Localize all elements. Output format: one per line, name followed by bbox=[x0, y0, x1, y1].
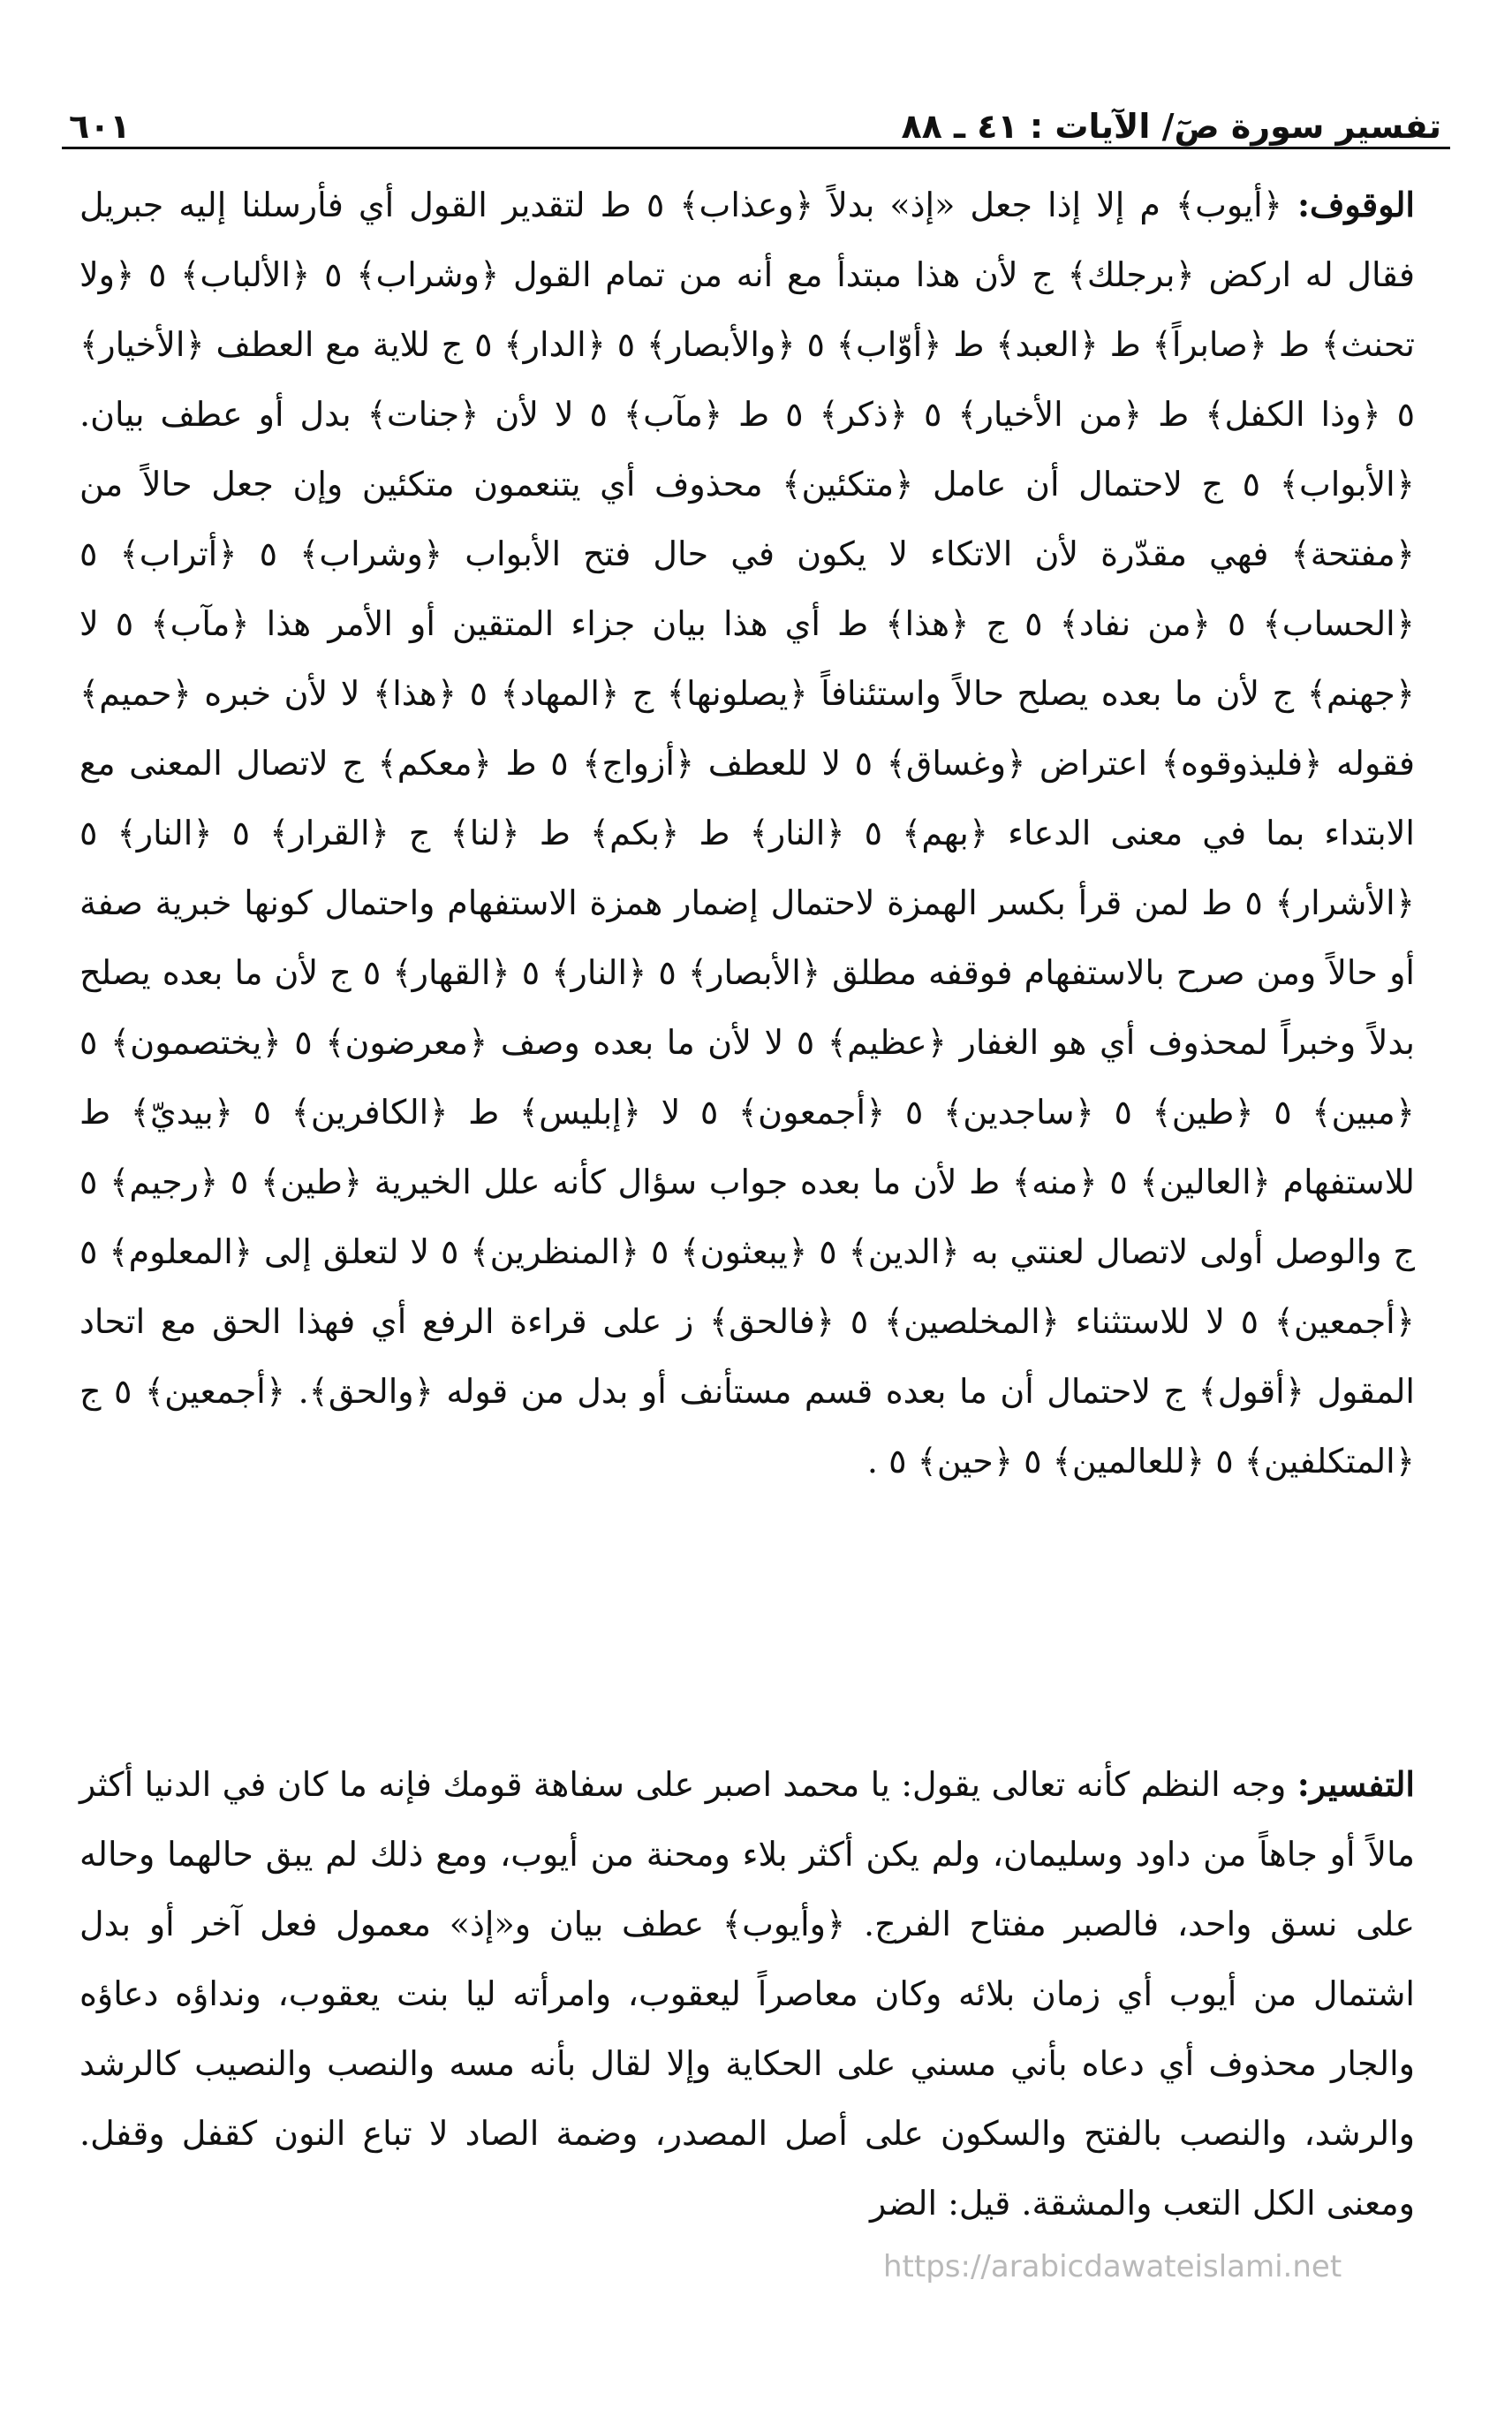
header-title: تفسير سورة صٓ/ الآيات : ٤١ ـ ٨٨ bbox=[901, 107, 1441, 146]
page-number: ٦٠١ bbox=[69, 107, 131, 146]
tafsir-label: التفسير: bbox=[1297, 1764, 1415, 1804]
watermark-url: https://arabicdawateislami.net bbox=[883, 2249, 1342, 2284]
running-header bbox=[62, 81, 1441, 146]
tafsir-text: وجه النظم كأنه تعالى يقول: يا محمد اصبر على سفاهة قومك فإنه ما كان في الدنيا أكثر مالاً أو جاهاً من داود وسليمان، ولم يكن أكثر بلاء ومحنة من أيوب، ومع ذلك لم يبق حالهما وحاله على نسق واحد، فالصبر مفتاح الفرج. ﴿وأيوب﴾ عطف بيان و«إذ» معمول فعل آخر أو بدل اشتمال من أيوب أي زمان بلائه وكان معاصراً ليعقوب، وامرأته ليا بنت يعقوب، ونداؤه دعاؤه والجار محذوف أي دعاه بأني مسني على الحكاية وإلا لقال بأنه مسه والنصب والنصيب كالرشد والرشد، والنصب بالفتح والسكون على أصل المصدر، وضمة الصاد لا تباع النون كقفل وقفل. ومعنى الكل التعب والمشقة. قيل: الضر bbox=[79, 1765, 1416, 2223]
waqf-label: الوقوف: bbox=[1297, 185, 1415, 224]
waqf-section bbox=[79, 170, 1415, 1496]
waqf-text: ﴿أيوب﴾ م إلا إذا جعل «إذ» بدلاً ﴿وعذاب﴾ ٥ ط لتقدير القول أي فأرسلنا إليه جبريل فقال له اركض ﴿برجلك﴾ ج لأن هذا مبتدأ مع أنه من تمام القول ﴿وشراب﴾ ٥ ﴿الألباب﴾ ٥ ﴿ولا تحنث﴾ ط ﴿صابراً﴾ ط ﴿العبد﴾ ط ﴿أوّاب﴾ ٥ ﴿والأبصار﴾ ٥ ﴿الدار﴾ ٥ ج للاية مع العطف ﴿الأخيار﴾ ٥ ﴿وذا الكفل﴾ ط ﴿من الأخيار﴾ ٥ ﴿ذكر﴾ ٥ ط ﴿مآب﴾ ٥ لا لأن ﴿جنات﴾ بدل أو عطف بيان. ﴿الأبواب﴾ ٥ ج لاحتمال أن عامل ﴿متكئين﴾ محذوف أي يتنعمون متكئين وإن جعل حالاً من ﴿مفتحة﴾ فهي مقدّرة لأن الاتكاء لا يكون في حال فتح الأبواب ﴿وشراب﴾ ٥ ﴿أتراب﴾ ٥ ﴿الحساب﴾ ٥ ﴿من نفاد﴾ ٥ ج ﴿هذا﴾ ط أي هذا بيان جزاء المتقين أو الأمر هذا ﴿مآب﴾ ٥ لا ﴿جهنم﴾ ج لأن ما بعده يصلح حالاً واستئنافاً ﴿يصلونها﴾ ج ﴿المهاد﴾ ٥ ﴿هذا﴾ لا لأن خبره ﴿حميم﴾ فقوله ﴿فليذوقوه﴾ اعتراض ﴿وغساق﴾ ٥ لا للعطف ﴿أزواج﴾ ٥ ط ﴿معكم﴾ ج لاتصال المعنى مع الابتداء بما في معنى الدعاء ﴿بهم﴾ ٥ ﴿النار﴾ ط ﴿بكم﴾ ط ﴿لنا﴾ ج ﴿القرار﴾ ٥ ﴿النار﴾ ٥ ﴿الأشرار﴾ ٥ ط لمن قرأ بكسر الهمزة لاحتمال إضمار همزة الاستفهام واحتمال كونها خبرية صفة أو حالاً ومن صرح بالاستفهام فوقفه مطلق ﴿الأبصار﴾ ٥ ﴿النار﴾ ٥ ﴿القهار﴾ ٥ ج لأن ما بعده يصلح بدلاً وخبراً لمحذوف أي هو الغفار ﴿عظيم﴾ ٥ لا لأن ما بعده وصف ﴿معرضون﴾ ٥ ﴿يختصمون﴾ ٥ ﴿مبين﴾ ٥ ﴿طين﴾ ٥ ﴿ساجدين﴾ ٥ ﴿أجمعون﴾ ٥ لا ﴿إبليس﴾ ط ﴿الكافرين﴾ ٥ ﴿بيديّ﴾ ط للاستفهام ﴿العالين﴾ ٥ ﴿منه﴾ ط لأن ما بعده جواب سؤال كأنه علل الخيرية ﴿طين﴾ ٥ ﴿رجيم﴾ ٥ ج والوصل أولى لاتصال لعنتي به ﴿الدين﴾ ٥ ﴿يبعثون﴾ ٥ ﴿المنظرين﴾ ٥ لا لتعلق إلى ﴿المعلوم﴾ ٥ ﴿أجمعين﴾ ٥ لا للاستثناء ﴿المخلصين﴾ ٥ ﴿فالحق﴾ ز على قراءة الرفع أي فهذا الحق مع اتحاد المقول ﴿أقول﴾ ج لاحتمال أن ما بعده قسم مستأنف أو بدل من قوله ﴿والحق﴾. ﴿أجمعين﴾ ٥ ج ﴿المتكلفين﴾ ٥ ﴿للعالمين﴾ ٥ ﴿حين﴾ ٥ . bbox=[79, 186, 1416, 1481]
tafsir-section bbox=[79, 1749, 1415, 2238]
header-divider bbox=[62, 147, 1450, 149]
